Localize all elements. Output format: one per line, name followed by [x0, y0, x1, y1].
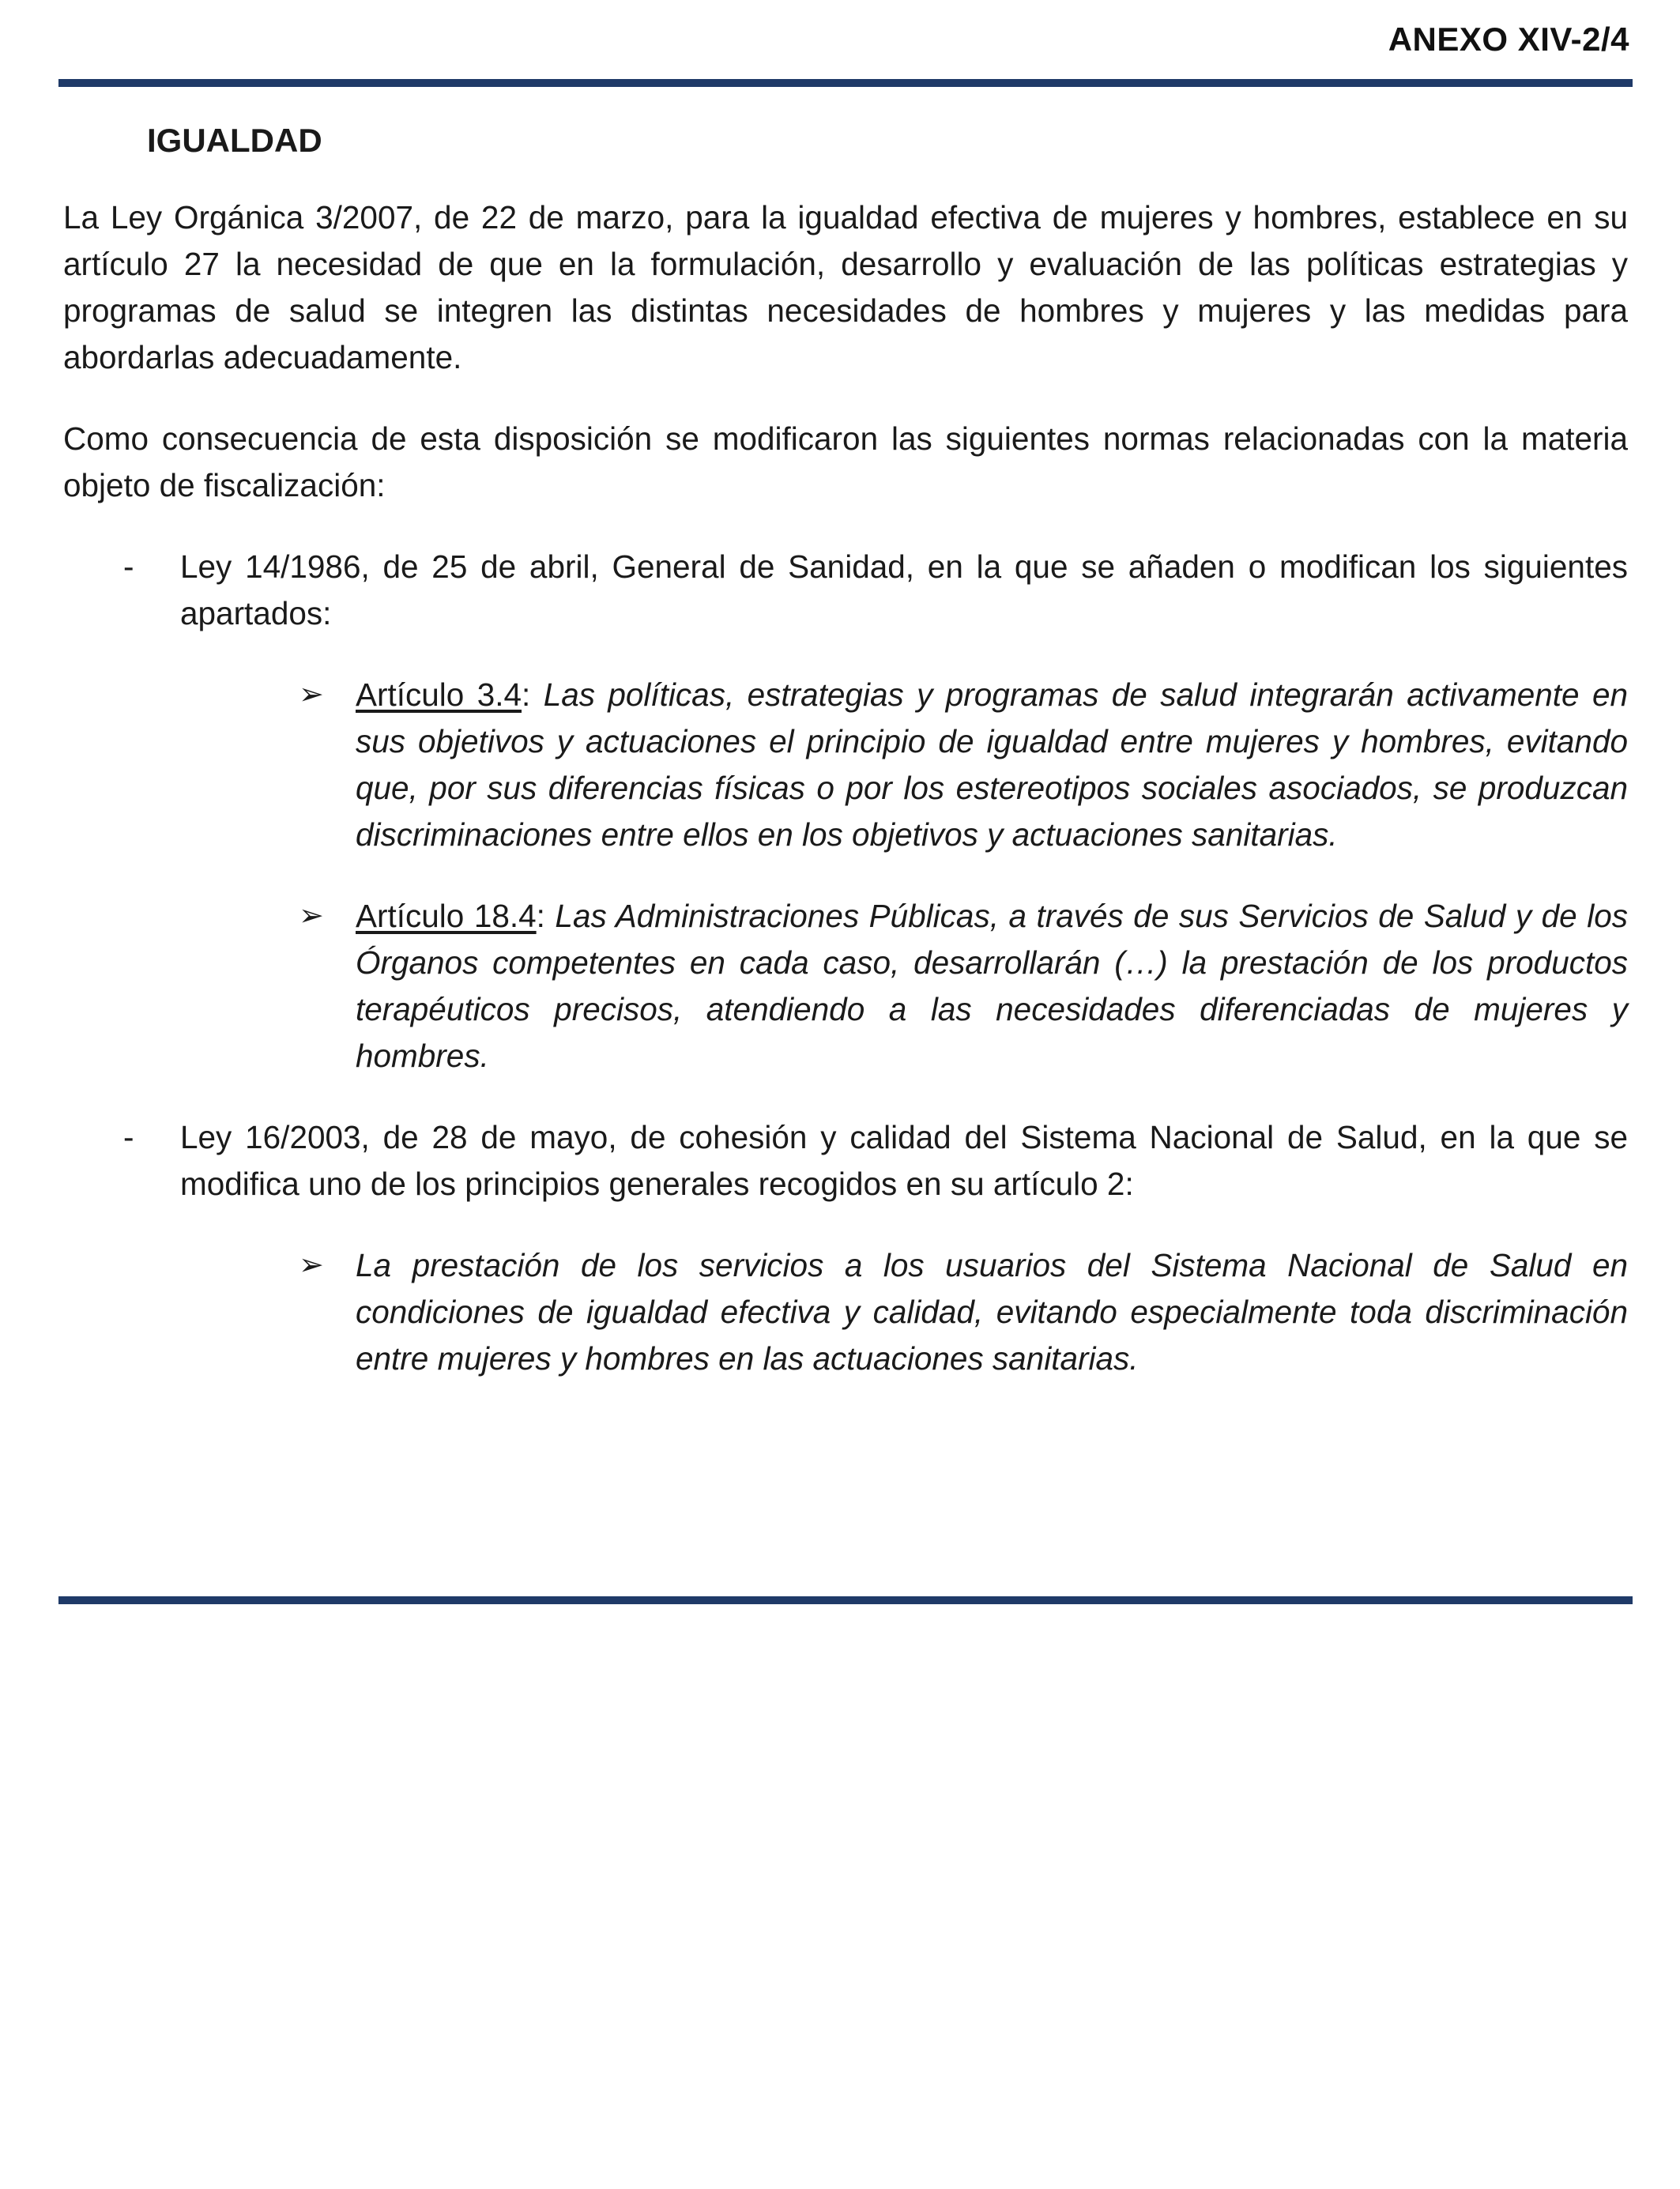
- article-separator: :: [522, 676, 531, 713]
- arrow-bullet-icon: ➢: [299, 678, 324, 711]
- annex-label: ANEXO XIV-2/4: [1388, 21, 1629, 58]
- article-item: [63, 1242, 1628, 1382]
- dash-bullet: -: [123, 548, 134, 585]
- top-divider: [58, 79, 1633, 87]
- article-reference: Artículo 18.4: [356, 898, 537, 934]
- consequence-paragraph: Como consecuencia de esta disposición se modificaron las siguientes normas relacionadas con la materia objeto de fiscalización:: [63, 420, 1628, 503]
- article-separator: :: [536, 898, 545, 934]
- article-text: Las Administraciones Públicas, a través de sus Servicios de Salud y de los Órganos competentes en cada caso, desarrollarán (…) la prestación de los productos terapéuticos precisos, atendiendo a las necesidades diferenciadas de mujeres y hombres.: [356, 898, 1628, 1074]
- law-item: [63, 544, 1628, 637]
- dash-bullet: -: [123, 1119, 134, 1155]
- article-item: [63, 893, 1628, 1079]
- intro-paragraph: La Ley Orgánica 3/2007, de 22 de marzo, para la igualdad efectiva de mujeres y hombres, establece en su artículo 27 la necesidad de que en la formulación, desarrollo y evaluación de las políticas estrategias y programas de salud se integren las distintas necesidades de hombres y mujeres y las medidas para abordarlas adecuadamente.: [63, 199, 1628, 375]
- article-reference: Artículo 3.4: [356, 676, 522, 713]
- law-item: [63, 1114, 1628, 1208]
- article-text: Las políticas, estrategias y programas de salud integrarán activamente en sus objetivos y actuaciones el principio de igualdad entre mujeres y hombres, evitando que, por sus diferencias físicas o por los estereotipos sociales asociados, se produzcan discriminaciones entre ellos en los objetivos y actuaciones sanitarias.: [356, 676, 1628, 853]
- law-text: Ley 14/1986, de 25 de abril, General de Sanidad, en la que se añaden o modifican los siguientes apartados:: [180, 548, 1628, 631]
- arrow-bullet-icon: ➢: [299, 1249, 324, 1282]
- article-text: La prestación de los servicios a los usuarios del Sistema Nacional de Salud en condiciones de igualdad efectiva y calidad, evitando especialmente toda discriminación entre mujeres y hombres en las actuaciones sanitarias.: [356, 1247, 1628, 1377]
- document-body: [63, 119, 1628, 1417]
- article-item: [63, 672, 1628, 858]
- bottom-divider: [58, 1596, 1633, 1604]
- arrow-bullet-icon: ➢: [299, 899, 324, 932]
- section-title: IGUALDAD: [147, 122, 322, 159]
- law-text: Ley 16/2003, de 28 de mayo, de cohesión y calidad del Sistema Nacional de Salud, en la que se modifica uno de los principios generales recogidos en su artículo 2:: [180, 1119, 1628, 1202]
